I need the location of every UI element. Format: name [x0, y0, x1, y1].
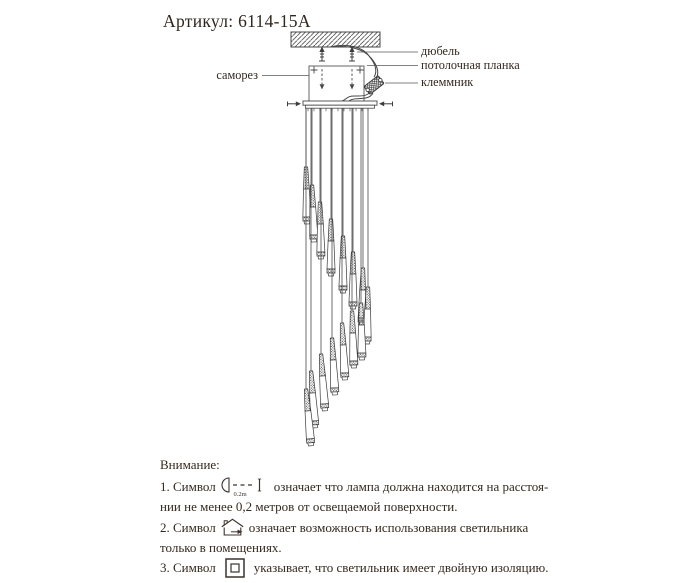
ceiling-slab: [291, 32, 380, 47]
pendant-lamp: [339, 108, 347, 293]
warning-3-text: указывает, что светильник имеет двойную изоляцию.: [253, 560, 549, 575]
warning-2-text: означает возможность использования светильника: [248, 519, 529, 535]
label-terminal: клеммник: [421, 75, 474, 89]
warning-item-2-cont: только в помещениях.: [160, 540, 282, 555]
pendant-lamp: [327, 108, 335, 276]
leader-lines: [262, 52, 418, 83]
pendant-cone: [316, 202, 325, 259]
pendant-cone: [348, 311, 358, 368]
pendant-cone: [339, 236, 347, 293]
warning-title: Внимание:: [160, 457, 220, 472]
terminal-block: [363, 75, 384, 95]
canopy-side-screw-right: [379, 101, 393, 106]
pendant-cone: [349, 252, 357, 309]
pendant-lamp: [308, 108, 318, 242]
warning-3-prefix: 3. Символ: [160, 560, 216, 575]
ceiling-plate: [309, 66, 364, 102]
pendant-lamp: [316, 108, 325, 259]
lamp-distance-icon: [221, 475, 269, 499]
pendant-cone: [338, 323, 349, 380]
distance-value: 0.2m: [233, 491, 247, 498]
dowel-screw-left: [319, 47, 325, 62]
pendant-cone: [317, 354, 329, 411]
power-cord: [330, 45, 378, 107]
pendant-lamp: [349, 108, 357, 309]
label-ceiling-plate: потолочная планка: [421, 58, 520, 72]
cord-grips: [308, 108, 368, 111]
canopy: [303, 101, 377, 111]
plate-corner-marks: [311, 67, 364, 74]
dowel-screw-right: [349, 47, 355, 62]
house-icon: [221, 518, 244, 537]
pendant-cone: [328, 338, 339, 395]
warning-2-prefix: 2. Символ: [160, 519, 216, 535]
plate-screw-guides: [320, 69, 355, 90]
double-insulation-icon: [224, 557, 246, 579]
warning-item-1: [160, 475, 548, 499]
warning-item-2: [160, 518, 528, 537]
pendant-cone: [327, 219, 335, 276]
warning-1-text: означает что лампа должна находится на расстоя-: [273, 479, 549, 494]
warning-item-3: [160, 557, 549, 579]
pendant-lamp: [307, 108, 319, 428]
label-screw: саморез: [216, 68, 258, 82]
warning-item-1-cont: нии не менее 0,2 метров от освещаемой поверхности.: [160, 499, 458, 514]
canopy-side-screw-left: [288, 101, 302, 106]
label-dowel: дюбель: [421, 44, 460, 58]
article-title: Артикул: 6114-15А: [163, 11, 311, 31]
pendant-cluster: [302, 108, 372, 446]
warning-1-prefix: 1. Символ: [160, 479, 216, 494]
